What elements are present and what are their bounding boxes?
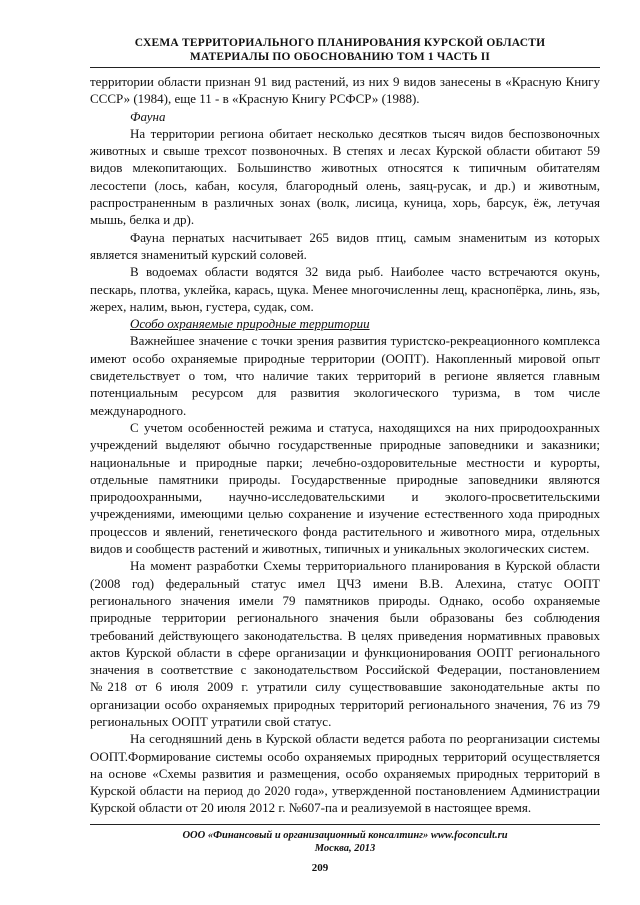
paragraph: На момент разработки Схемы территориального планирования в Курской области (2008 год) федеральный статус имел ЦЧЗ имени В.В. Алехина, статус ООПТ регионального значения имели 79 памятников природы. Однако, особо охраняемые природные территории регионального значения были образованы без соблюдения требований действующего законодательства. В целях приведения нормативных правовых актов Курской области в сфере организации и функционирования ООПТ регионального значения в соответствие с законодательством Российской Федерации, постановлением №218 от 6 июля 2009 г. утратили силу существовавшие законодательные акты по организации особо охраняемых природных территорий регионального значения, 76 из 79 региональных ООПТ утратили свой статус.	[90, 558, 600, 729]
section-heading-oopt-text: Особо охраняемые природные территории	[130, 316, 370, 332]
page-header	[90, 36, 590, 64]
paragraph: В водоемах области водятся 32 вида рыб. Наиболее часто встречаются окунь, пескарь, плотва, уклейка, карась, щука. Менее многочисленны лещ, краснопёрка, линь, язь, жерех, налим, вьюн, густера, судак, сом.	[90, 264, 600, 314]
section-heading-fauna: Фауна	[130, 108, 166, 124]
footer-city-year: Москва, 2013	[314, 843, 376, 854]
paragraph: Фауна пернатых насчитывает 265 видов птиц, самым знаменитым из которых является знаменитый курский соловей.	[90, 229, 600, 262]
paragraph: На сегодняшний день в Курской области ведется работа по реорганизации системы ООПТ.Формирование системы особо охраняемых природных территорий осуществляется на основе «Схемы развития и размещения, особо охраняемых природных территорий в Курской области на период до 2020 года», утвержденной постановлением Администрации Курской области от 20 июля 2012 г. №607-па и реализуемой в настоящее время.	[90, 731, 600, 816]
page-footer	[90, 829, 600, 855]
paragraph: С учетом особенностей режима и статуса, находящихся на них природоохранных учреждений выделяют обычно государственные природные заповедники и заказники; национальные и природные парки; лечебно-оздоровительные местности и курорты, отдельные памятники природы. Государственные природные заповедники являются природоохранными, научно-исследовательскими и эколого-просветительскими учреждениями, имеющими целью сохранение и изучение естественного хода природных процессов и явлений, генетического фонда растительного и животного мира, отдельных видов и сообществ растений и животных, типичных и уникальных экологических систем.	[90, 419, 600, 557]
paragraph: На территории региона обитает несколько десятков тысяч видов беспозвоночных животных и свыше трехсот позвоночных. В степях и лесах Курской области обитают 59 видов млекопитающих. Большинство животных относятся к типичным обитателям лесостепи (лось, кабан, косуля, благородный олень, заяц-русак, и др.) и животным, распространенным в различных зонах (волк, лисица, куница, хорь, барсук, ёж, летучая мышь, белка и др).	[90, 125, 600, 228]
header-divider	[90, 67, 600, 68]
page-number: 209	[311, 862, 329, 874]
paragraph: территории области признан 91 вид растений, из них 9 видов занесены в «Красную Книгу СССР» (1984), еще 11 - в «Красную Книгу РСФСР» (1988).	[90, 74, 600, 107]
section-heading-oopt	[90, 315, 600, 332]
footer-company: ООО «Финансовый и организационный консалтинг» www.foconcult.ru	[182, 830, 508, 841]
document-body	[90, 73, 600, 817]
paragraph: Важнейшее значение с точки зрения развития туристско-рекреационного комплекса имеют особо охраняемые природные территории (ООПТ). Накопленный мировой опыт свидетельствует о том, что наличие таких территорий в регионе является главным потенциальным ресурсом для развития экологического туризма, в том числе международного.	[90, 333, 600, 418]
header-title: СХЕМА ТЕРРИТОРИАЛЬНОГО ПЛАНИРОВАНИЯ КУРСКОЙ ОБЛАСТИ	[134, 37, 546, 49]
header-subtitle: МАТЕРИАЛЫ ПО ОБОСНОВАНИЮ ТОМ 1 ЧАСТЬ II	[189, 51, 491, 63]
footer-divider	[90, 824, 600, 825]
